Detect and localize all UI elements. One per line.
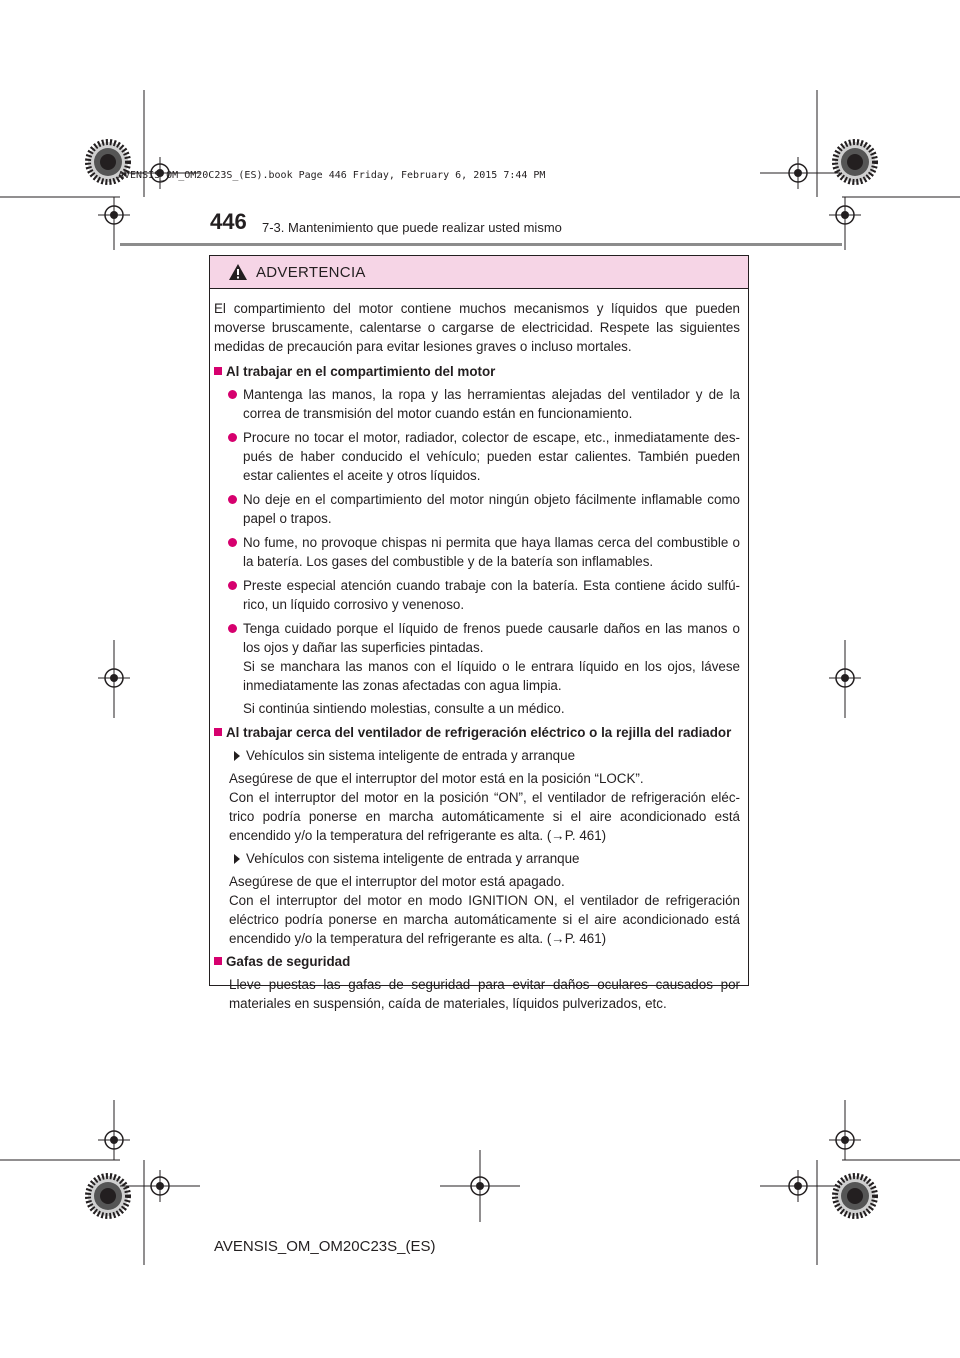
sub-heading [234,746,740,765]
heading-text: Gafas de seguridad [226,954,351,969]
heading-text: Al trabajar cerca del ventilador de refrigeración eléctrico o la rejilla del radiador [226,725,732,740]
header-rule [120,243,842,246]
circle-bullet-icon [228,538,237,547]
warning-header [210,256,748,289]
section-title: 7-3. Mantenimiento que puede realizar usted mismo [262,220,562,235]
warning-body [210,289,748,1013]
section-heading [214,952,740,971]
list-item-text: Procure no tocar el motor, radiador, colector de escape, etc., inmediatamente des-pués de haber conducido el vehículo; pueden estar calientes. También pueden estar calientes el aceite y otros líquidos. [243,430,740,483]
list-item [228,576,740,614]
circle-bullet-icon [228,495,237,504]
circle-bullet-icon [228,433,237,442]
list-item-text: Tenga cuidado porque el líquido de frenos puede causarle daños en las manos o los ojos y dañar las superficies pintadas. [243,621,740,655]
section-heading [214,723,740,742]
list-item-text: No fume, no provoque chispas ni permita que haya llamas cerca del combustible o la batería. Los gases del combustible y de la batería son inflamables. [243,535,740,569]
list-item [228,533,740,571]
list-item-text: Si continúa sintiendo molestias, consulte a un médico. [243,701,565,716]
paragraph: Lleve puestas las gafas de seguridad para evitar daños oculares causados por materiales en suspensión, caída de materiales, líquidos pulverizados, etc. [229,977,740,1011]
footer-code: AVENSIS_OM_OM20C23S_(ES) [214,1238,436,1255]
section-heading [214,362,740,381]
square-bullet-icon [214,728,222,736]
list-item [228,385,740,423]
triangle-right-icon [234,751,240,761]
list-item-text: Si se manchara las manos con el líquido o le entrara líquido en los ojos, lávese inmediatamente las zonas afectadas con agua limpia. [243,659,740,693]
paragraph: Con el interruptor del motor en la posición “ON”, el ventilador de refrigeración eléc-trico podría ponerse en marcha automáticamente si el aire acondicionado está encendido y/o la temperatura del refrigerante es alta. (→P. 461) [229,790,740,843]
paragraph: Con el interruptor del motor en modo IGNITION ON, el ventilador de refrigeración eléctrico podría ponerse en marcha automáticamente si el aire acondicionado está encendido y/o la temperatura del refrigerante es alta. (→P. 461) [229,893,740,946]
paragraph: Asegúrese de que el interruptor del motor está en la posición “LOCK”. [229,771,644,786]
warning-intro: El compartimiento del motor contiene muchos mecanismos y líquidos que pueden moverse bruscamente, calentarse o cargarse de electricidad. Respete las siguientes medidas de precaución para evitar lesiones graves o incluso mortales. [214,301,740,354]
warning-title: ADVERTENCIA [256,263,366,281]
list-item-text: Preste especial atención cuando trabaje con la batería. Esta contiene ácido sulfú-rico, un líquido corrosivo y venenoso. [243,578,740,612]
circle-bullet-icon [228,390,237,399]
heading-text: Al trabajar en el compartimiento del motor [226,364,496,379]
sub-heading-text: Vehículos con sistema inteligente de entrada y arranque [246,851,580,866]
list-item [228,619,740,718]
list-item-text: Mantenga las manos, la ropa y las herramientas alejadas del ventilador y de la correa de transmisión del motor cuando están en funcionamiento. [243,387,740,421]
page-number: 446 [210,209,247,234]
sub-heading-text: Vehículos sin sistema inteligente de entrada y arranque [246,748,576,763]
paragraph: Asegúrese de que el interruptor del motor está apagado. [229,874,565,889]
sub-heading [234,849,740,868]
square-bullet-icon [214,367,222,375]
circle-bullet-icon [228,624,237,633]
list-item [228,428,740,485]
print-header: AVENSIS_OM_OM20C23S_(ES).book Page 446 Friday, February 6, 2015 7:44 PM [118,170,546,181]
triangle-right-icon [234,854,240,864]
list-item-text: No deje en el compartimiento del motor ningún objeto fácilmente inflamable como papel o trapos. [243,492,740,526]
circle-bullet-icon [228,581,237,590]
list-item [228,490,740,528]
warning-triangle-icon [228,263,248,281]
warning-box [209,255,749,1011]
square-bullet-icon [214,957,222,965]
